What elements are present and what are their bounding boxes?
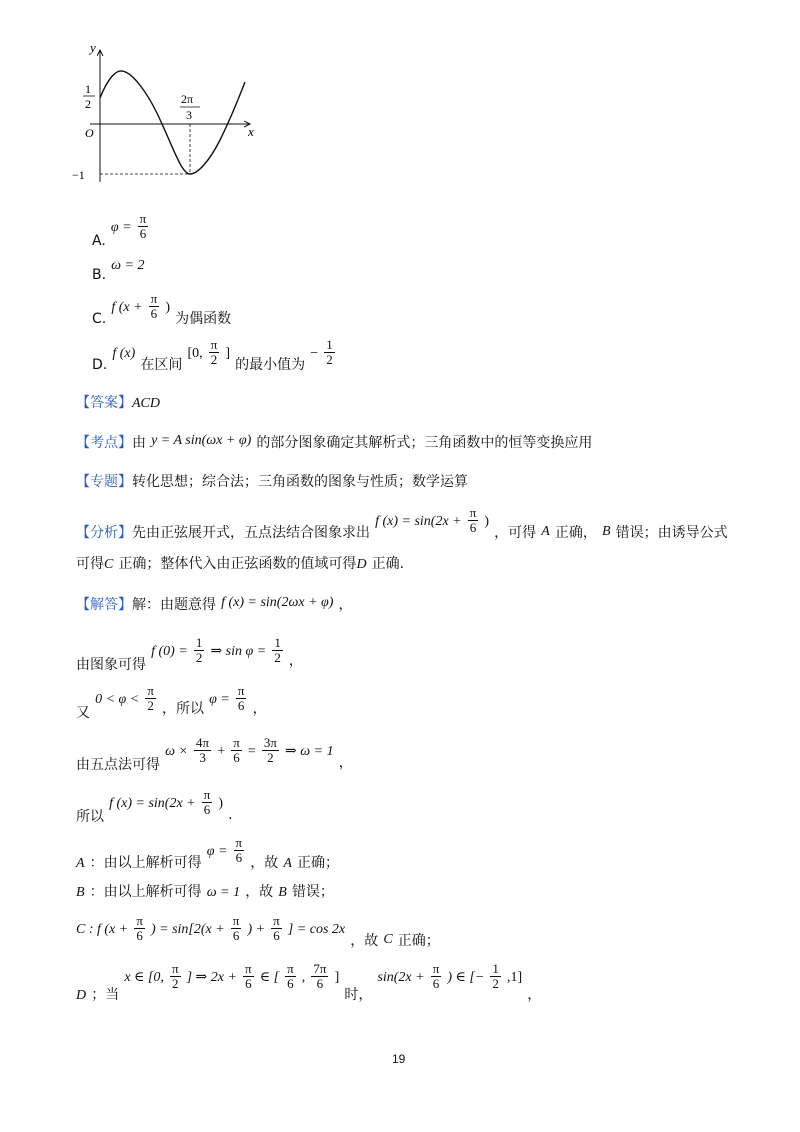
a-text2: ，故	[250, 855, 279, 871]
c-mid2: ) +	[247, 922, 266, 937]
fenxi-var-b: B	[602, 524, 611, 539]
s2-mid: ，所以	[162, 701, 204, 717]
kaodian-formula: y = A sin(ωx + φ)	[151, 433, 252, 448]
d-x: x ∈ [0,	[124, 970, 164, 985]
option-a	[92, 211, 149, 249]
d-m3: ]	[334, 970, 340, 985]
b-omega: ω = 1	[206, 885, 241, 900]
s2-end: ，	[252, 701, 267, 717]
option-b-label: B.	[92, 267, 107, 283]
x-axis-label: x	[248, 124, 254, 139]
fenxi-line-1	[76, 505, 728, 542]
s3-eq: =	[247, 744, 256, 759]
option-d-text2: 的最小值为	[235, 357, 306, 373]
fenxi-fraction: $\frac{\pi}{6}$	[469, 505, 477, 535]
origin-label: O	[85, 126, 94, 140]
d-m4: ) ∈ [−	[447, 970, 485, 985]
a-end: 正确；	[296, 855, 339, 871]
s4-frac: $\frac{\pi}{6}$	[203, 787, 211, 817]
s3-frac2: $\frac{\pi}{6}$	[233, 735, 240, 765]
s2-frac2: $\frac{\pi}{6}$	[237, 683, 245, 713]
s4-f: f (x) = sin(2x +	[109, 796, 196, 811]
s4-end: .	[228, 807, 233, 823]
d-frac1: $\frac{\pi}{2}$	[171, 961, 179, 991]
kaodian-text: 的部分图象确定其解析式；三角函数中的恒等变换应用	[256, 435, 593, 451]
option-d	[92, 337, 336, 374]
fenxi-line2-end: 正确.	[371, 556, 405, 572]
s3-end: ，	[338, 755, 353, 771]
fenxi-f-close: )	[484, 514, 490, 529]
d-frac6: $\frac{1}{2}$	[492, 961, 499, 991]
s2-lhs: 0 < φ <	[95, 692, 140, 707]
b-var2: B	[278, 885, 287, 900]
b-end: 错误；	[291, 884, 334, 900]
kaodian-tag: 【考点】	[76, 435, 132, 451]
fenxi-text1: 先由正弦展开式，五点法结合图象求出	[132, 525, 370, 541]
answer-line	[76, 392, 160, 412]
d-end: ，	[527, 987, 542, 1003]
a-frac: $\frac{\pi}{6}$	[235, 835, 243, 865]
y-half-num: 1	[85, 82, 91, 96]
option-d-text1: 在区间	[140, 357, 183, 373]
answer-tag: 【答案】	[76, 395, 132, 411]
option-d-min-fraction: $\frac{1}{2}$	[326, 337, 333, 367]
option-a-label: A.	[92, 233, 106, 249]
d-frac2: $\frac{\pi}{6}$	[245, 961, 252, 991]
kaodian-line	[76, 432, 592, 452]
a-var: A	[76, 856, 85, 871]
s3-frac3: $\frac{3\pi}{2}$	[263, 735, 277, 765]
a-var2: A	[283, 856, 292, 871]
option-c	[92, 291, 232, 328]
option-c-text: 为偶函数	[175, 311, 232, 327]
x-mark-num: 2π	[181, 92, 194, 106]
sine-curve	[100, 71, 245, 174]
y-half-den: 2	[85, 97, 91, 111]
option-d-int-open: [0,	[187, 346, 203, 361]
s1-frac1: $\frac{1}{2}$	[195, 635, 203, 665]
option-c-fraction: $\frac{\pi}{6}$	[150, 291, 158, 321]
b-var: B	[76, 885, 85, 900]
page-number: 19	[392, 1052, 406, 1066]
fenxi-line-2	[76, 553, 404, 573]
jieda-step-4	[76, 788, 233, 826]
fenxi-text2: ，可得	[494, 525, 537, 541]
s1-end: ，	[288, 653, 303, 669]
d-comma: ,	[301, 970, 306, 985]
d-frac5: $\frac{\pi}{6}$	[432, 961, 440, 991]
option-c-close: )	[165, 300, 170, 315]
jieda-intro-formula: f (x) = sin(2ωx + φ)	[221, 595, 334, 610]
jieda-c-line	[76, 914, 440, 950]
jieda-intro-text: 解：由题意得	[132, 597, 216, 613]
fenxi-line2-mid: 正确；整体代入由正弦函数的值域可得	[118, 556, 357, 572]
d-m1: ] ⇒ 2x +	[186, 970, 237, 985]
s3-pre: 由五点法可得	[76, 757, 160, 773]
s2-phi: φ =	[209, 692, 230, 707]
fenxi-f-lhs: f (x) = sin(2x +	[375, 514, 462, 529]
option-d-label: D.	[92, 357, 108, 373]
s3-plus: +	[217, 744, 226, 759]
a-phi: φ =	[206, 844, 228, 859]
s3-res: ⇒ ω = 1	[285, 744, 334, 759]
fenxi-var-c: C	[104, 557, 114, 572]
zhuanti-tag: 【专题】	[76, 474, 132, 490]
jieda-intro-end: ，	[338, 597, 353, 613]
x-mark-den: 3	[186, 108, 192, 122]
d-sin: sin(2x +	[377, 970, 425, 985]
fenxi-var-d: D	[356, 557, 367, 572]
s1-pre: 由图象可得	[76, 657, 146, 673]
fenxi-text4: 错误；由诱导公式	[615, 525, 728, 541]
d-var: D	[76, 988, 87, 1003]
d-shi: 时，	[344, 987, 373, 1003]
c-frac1: $\frac{\pi}{6}$	[136, 913, 143, 943]
y-min-label: −1	[72, 168, 85, 182]
s2-pre: 又	[76, 705, 90, 721]
s3-frac1: $\frac{4\pi}{3}$	[196, 735, 210, 765]
s1-f0: f (0) =	[151, 644, 188, 659]
jieda-a-line	[76, 836, 339, 872]
s1-mid: ⇒ sin φ =	[210, 644, 267, 659]
a-text: ：由以上解析可得	[89, 855, 202, 871]
zhuanti-text: 转化思想；综合法；三角函数的图象与性质；数学运算	[132, 474, 468, 490]
option-a-lhs: φ =	[110, 220, 132, 235]
answer-value: ACD	[132, 396, 160, 411]
c-text2: 正确；	[397, 933, 440, 949]
option-b	[92, 258, 145, 283]
d-frac4: $\frac{7\pi}{6}$	[313, 961, 327, 991]
b-text2: ，故	[245, 884, 274, 900]
option-d-int-fraction: $\frac{\pi}{2}$	[210, 337, 218, 367]
s3-a: ω ×	[165, 744, 188, 759]
d-text: ；当	[91, 987, 120, 1003]
d-m5: ,1]	[506, 970, 523, 985]
option-c-f: f (x +	[111, 300, 143, 315]
y-axis-label: y	[90, 40, 96, 55]
zhuanti-line	[76, 471, 468, 491]
fenxi-tag: 【分析】	[76, 525, 132, 541]
c-var: C	[383, 932, 393, 947]
s2-frac1: $\frac{\pi}{2}$	[147, 683, 154, 713]
jieda-step-1	[76, 636, 303, 674]
c-mid: ) = sin[2(x +	[150, 922, 225, 937]
fenxi-text3: 正确，	[554, 525, 597, 541]
jieda-tag: 【解答】	[76, 597, 132, 613]
c-end: ] = cos 2x	[287, 922, 346, 937]
jieda-b-line	[76, 881, 334, 901]
function-graph	[70, 40, 270, 190]
c-frac2: $\frac{\pi}{6}$	[232, 913, 240, 943]
s4-pre: 所以	[76, 809, 104, 825]
fenxi-line2-pre: 可得	[76, 556, 104, 572]
d-m2: ∈ [	[259, 970, 280, 985]
option-b-formula: ω = 2	[111, 258, 145, 273]
c-text: ，故	[350, 933, 379, 949]
option-c-label: C.	[92, 311, 107, 327]
option-a-fraction: $\frac{\pi}{6}$	[139, 211, 147, 241]
c-start: C : f (x +	[76, 922, 129, 937]
kaodian-pre: 由	[132, 435, 146, 451]
d-frac3: $\frac{\pi}{6}$	[287, 961, 294, 991]
jieda-d-line	[76, 961, 542, 1004]
option-d-min-sign: −	[310, 346, 319, 361]
fenxi-var-a: A	[541, 524, 550, 539]
option-d-int-close: ]	[225, 346, 231, 361]
s4-close: )	[218, 796, 224, 811]
jieda-intro	[76, 594, 353, 614]
option-d-fx: f (x)	[112, 346, 136, 361]
jieda-step-3	[76, 736, 353, 774]
b-text: ：由以上解析可得	[89, 884, 202, 900]
jieda-step-2	[76, 684, 267, 722]
c-frac3: $\frac{\pi}{6}$	[273, 913, 280, 943]
s1-frac2: $\frac{1}{2}$	[274, 635, 281, 665]
